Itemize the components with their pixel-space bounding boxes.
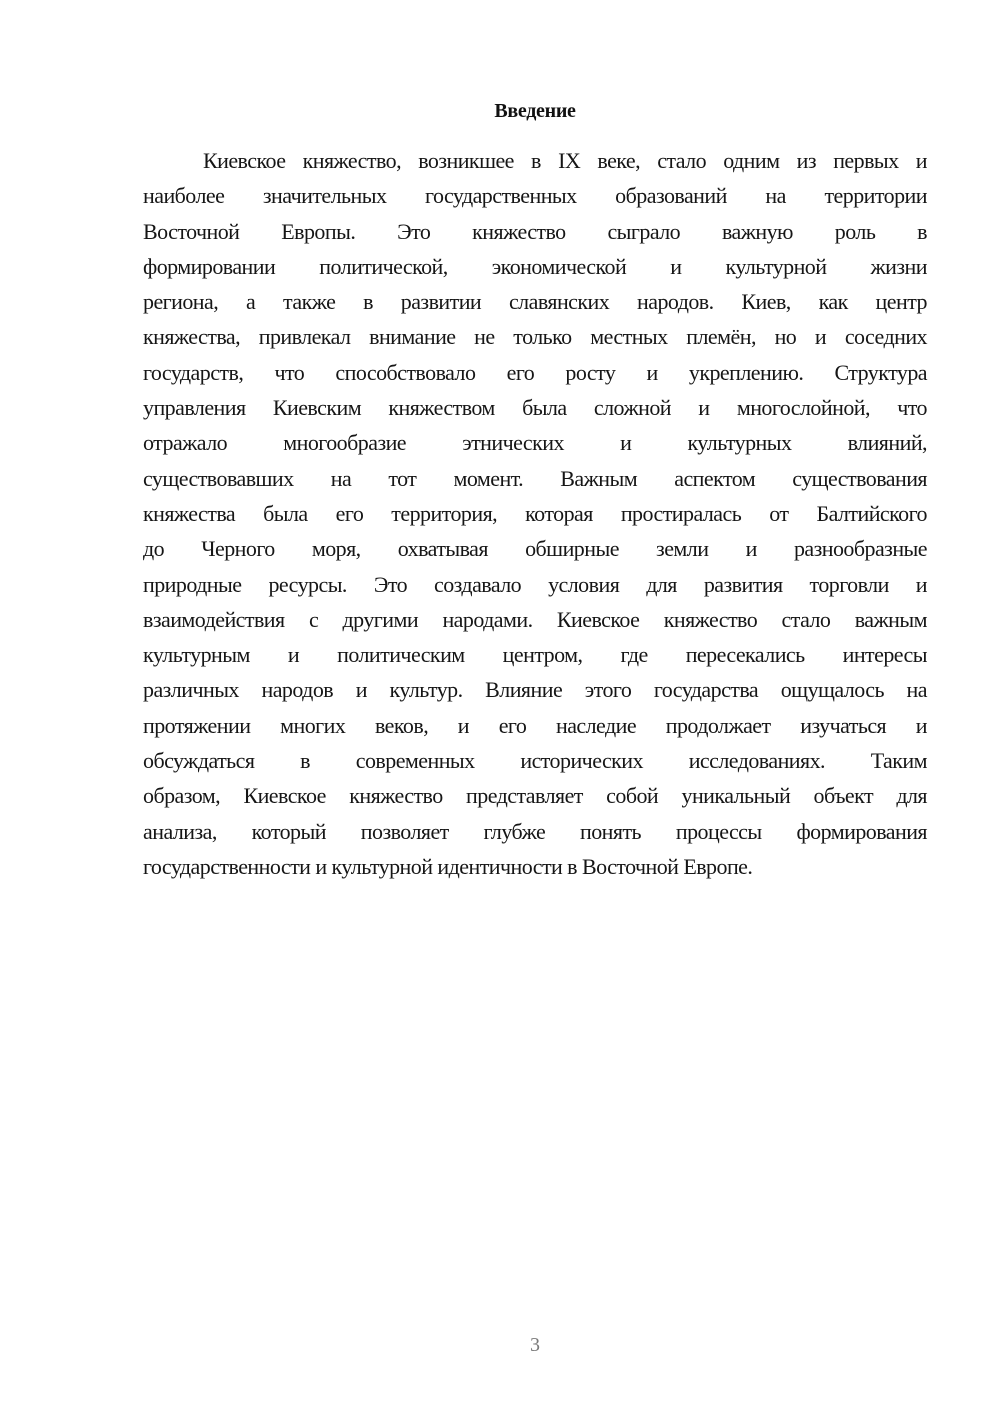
paragraph-line: природные ресурсы. Это создавало условия для развития торговли и [143,571,927,597]
paragraph-line: анализа, который позволяет глубже понять процессы формирования [143,818,927,844]
paragraph-line: взаимодействия с другими народами. Киевское княжество стало важным [143,606,927,632]
paragraph-line: Восточной Европы. Это княжество сыграло важную роль в [143,218,927,244]
paragraph-line: княжества, привлекал внимание не только местных племён, но и соседних [143,324,927,350]
introduction-paragraph [143,143,927,884]
paragraph-line: отражало многообразие этнических и культурных влияний, [143,430,927,456]
paragraph-line: региона, а также в развитии славянских народов. Киев, как центр [143,289,927,315]
paragraph-line: государств, что способствовало его росту и укреплению. Структура [143,359,927,385]
paragraph-line: культурным и политическим центром, где пересекались интересы [143,642,927,668]
paragraph-line: управления Киевским княжеством была сложной и многослойной, что [143,395,927,421]
paragraph-line: обсуждаться в современных исторических исследованиях. Таким [143,748,927,774]
paragraph-line: до Черного моря, охватывая обширные земли и разнообразные [143,536,927,562]
paragraph-line: наиболее значительных государственных образований на территории [143,183,927,209]
page-number: 3 [530,1334,540,1356]
paragraph-line: государственности и культурной идентичности в Восточной Европе. [143,853,753,879]
paragraph-line: существовавших на тот момент. Важным аспектом существования [143,465,927,491]
paragraph-line: различных народов и культур. Влияние этого государства ощущалось на [143,677,927,703]
section-heading: Введение [494,100,576,122]
paragraph-line: формировании политической, экономической и культурной жизни [143,253,927,279]
paragraph-line: Киевское княжество, возникшее в IX веке, стало одним из первых и [203,148,927,173]
paragraph-line: княжества была его территория, которая простиралась от Балтийского [143,500,927,526]
paragraph-line: протяжении многих веков, и его наследие продолжает изучаться и [143,712,927,738]
paragraph-line: образом, Киевское княжество представляет собой уникальный объект для [143,783,927,809]
